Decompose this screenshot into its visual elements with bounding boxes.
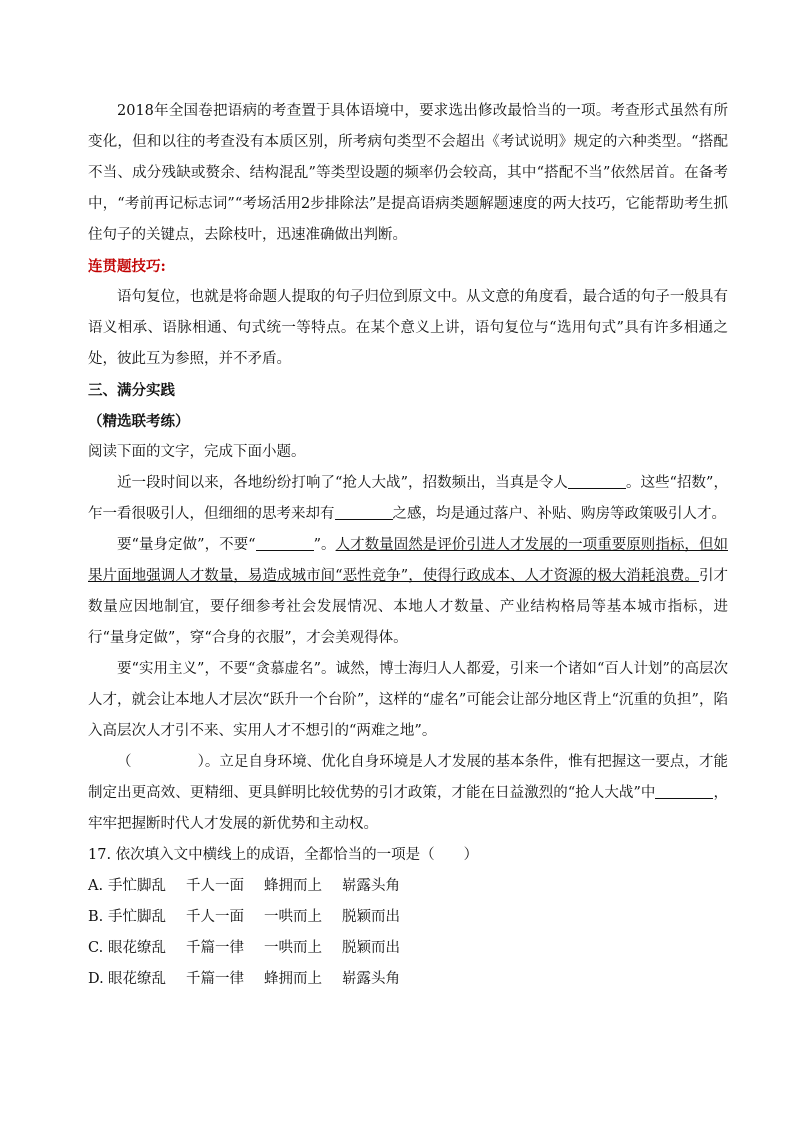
passage-paragraph-3: 要“实用主义”，不要“贪慕虚名”。诚然，博士海归人人都爱，引来一个诸如“百人计划”的高层次人才，就会让本地人才层次“跃升一个台阶”，这样的“虚名”可能会让部分地区背上“沉重的负担”，陷入高层次人才引不来、实用人才不想引的“两难之地”。 — [88, 661, 728, 739]
option-idiom: 一哄而上 — [264, 940, 322, 956]
option-idiom: 手忙脚乱 — [108, 878, 166, 894]
option-idiom: 脱颖而出 — [342, 940, 400, 956]
option-c[interactable] — [88, 933, 728, 964]
fill-blank-1[interactable] — [568, 474, 626, 490]
passage-text: 。这些“招数”，乍一看很吸引人，但细细的思考来却有 — [88, 475, 729, 522]
option-idiom: 千篇一律 — [186, 940, 244, 956]
intro-paragraph: 2018年全国卷把语病的考查置于具体语境中，要求选出修改最恰当的一项。考查形式虽然有所变化，但和以往的考查没有本质区别，所考病句类型不会超出《考试说明》规定的六种类型。“搭配不当、成分残缺或赘余、结构混乱”等类型设题的频率仍会较高，其中“搭配不当”依然居首。在备考中，“考前再记标志词”“考场活用2步排除法”是提高语病类题解题速度的两大技巧，它能帮助考生抓住句子的关键点，去除枝叶，迅速准确做出判断。 — [88, 103, 728, 243]
document-page — [88, 96, 728, 995]
fill-blank-2[interactable] — [335, 505, 393, 521]
passage-text: 近一段时间以来，各地纷纷打响了“抢人大战”，招数频出，当真是令人 — [117, 475, 568, 491]
option-idiom: 崭露头角 — [342, 971, 400, 987]
option-idiom: 眼花缭乱 — [108, 971, 166, 987]
section-subheading: （精选联考练） — [88, 413, 190, 430]
paren-close: ） — [197, 754, 205, 770]
option-letter: B. — [88, 909, 104, 925]
option-idiom: 蜂拥而上 — [264, 971, 322, 987]
passage-text: 引才数量应因地制宜，要仔细参考社会发展情况、本地人才数量、产业结构格局等基本城市指标，进行“量身定做”，穿“合身的衣服”，才会美观得体。 — [88, 568, 729, 646]
passage-text: 。立足自身环境、优化自身环境是人才发展的基本条件，惟有把握这一要点，才能制定出更高效、更精细、更具鲜明比较优势的引才政策，才能在日益激烈的“抢人大战”中 — [88, 754, 729, 801]
fill-blank-4[interactable] — [655, 784, 713, 800]
paren-open: （ — [117, 754, 132, 770]
option-a[interactable] — [88, 871, 728, 902]
fill-blank-3[interactable] — [256, 536, 314, 552]
section-heading: 三、满分实践 — [88, 382, 175, 399]
question-stem: 17. 依次填入文中横线上的成语，全都恰当的一项是（ ） — [88, 847, 479, 863]
reading-instruction: 阅读下面的文字，完成下面小题。 — [88, 444, 306, 460]
option-letter: C. — [88, 940, 104, 956]
option-b[interactable] — [88, 902, 728, 933]
coherence-heading: 连贯题技巧: — [88, 258, 166, 275]
option-idiom: 千人一面 — [186, 878, 244, 894]
passage-paragraph-1 — [88, 468, 728, 530]
passage-paragraph-2 — [88, 530, 728, 654]
option-idiom: 一哄而上 — [264, 909, 322, 925]
option-idiom: 千人一面 — [186, 909, 244, 925]
passage-text: 之感，均是通过落户、补贴、购房等政策吸引人才。 — [392, 506, 726, 522]
option-d[interactable] — [88, 964, 728, 995]
underlined-sentence: 人才数量固然是评价引进人才发展的一项重要原则指标，但如果片面地强调人才数量，易造成城市间“恶性竞争”，使得行政成本、人才资源的极大消耗浪费。 — [88, 537, 728, 584]
option-idiom: 蜂拥而上 — [264, 878, 322, 894]
passage-text: ”。 — [313, 537, 336, 553]
coherence-paragraph: 语句复位，也就是将命题人提取的句子归位到原文中。从文意的角度看，最合适的句子一般具有语义相承、语脉相通、句式统一等特点。在某个意义上讲，语句复位与“选用句式”具有许多相通之处，彼此互为参照，并不矛盾。 — [88, 289, 728, 367]
option-idiom: 眼花缭乱 — [108, 940, 166, 956]
option-idiom: 手忙脚乱 — [108, 909, 166, 925]
option-idiom: 脱颖而出 — [342, 909, 400, 925]
passage-paragraph-4 — [88, 747, 728, 840]
option-letter: A. — [88, 878, 104, 894]
passage-text: ，牢牢把握断时代人才发展的新优势和主动权。 — [88, 785, 728, 832]
option-idiom: 崭露头角 — [342, 878, 400, 894]
passage-text: 要“量身定做”，不要“ — [117, 537, 256, 553]
option-list — [88, 871, 728, 995]
option-letter: D. — [88, 971, 104, 987]
option-idiom: 千篇一律 — [186, 971, 244, 987]
